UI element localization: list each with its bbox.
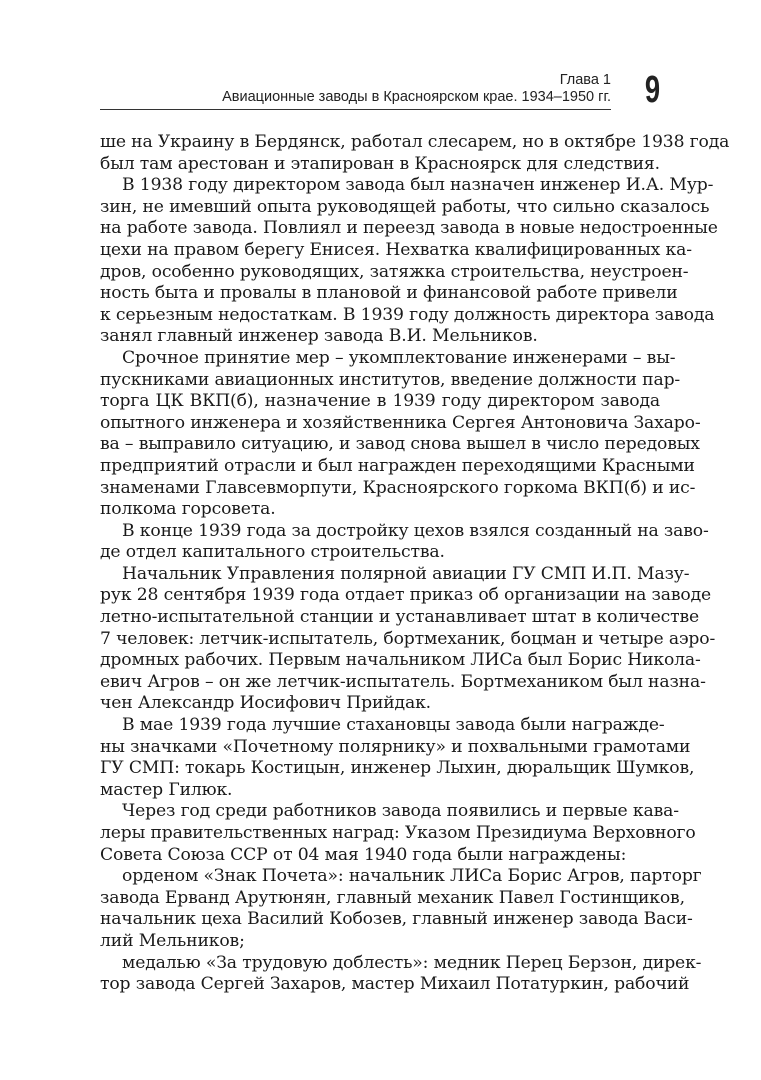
text-line: чен Александр Иосифович Прийдак. [100,693,431,714]
text-line: рук 28 сентября 1939 года отдает приказ об организации на заводе [100,585,712,606]
text-line: дромных рабочих. Первым начальником ЛИСа был Борис Никола- [100,650,701,671]
text-line: медалью «За трудовую доблесть»: медник Перец Берзон, дирек- [122,952,702,973]
text-line: Через год среди работников завода появились и первые кава- [122,801,679,822]
text-line: орденом «Знак Почета»: начальник ЛИСа Борис Агров, парторг [122,866,702,887]
text-line: мастер Гилюк. [100,779,233,800]
text-line: на работе завода. Повлиял и переезд завода в новые недостроенные [100,218,718,239]
text-line: евич Агров – он же летчик-испытатель. Бортмехаником был назна- [100,671,706,692]
text-line: занял главный инженер завода В.И. Мельников. [100,326,538,347]
text-line: торга ЦК ВКП(б), назначение в 1939 году директором завода [100,391,660,412]
text-line: завода Ерванд Арутюнян, главный механик Павел Гостинщиков, [100,887,685,908]
text-line: ны значками «Почетному полярнику» и похвальными грамотами [100,736,691,757]
paragraph [100,952,702,996]
running-header-text [222,72,611,106]
paragraph [100,175,718,348]
paragraph [100,563,716,715]
text-line: ва – выправило ситуацию, и завод снова вышел в число передовых [100,434,700,455]
chapter-title: Авиационные заводы в Красноярском крае. 1934–1950 гг. [222,89,611,105]
text-line: ГУ СМП: токарь Костицын, инженер Лыхин, дюральщик Шумков, [100,758,695,779]
text-line: леры правительственных наград: Указом Президиума Верховного [100,823,696,843]
paragraph [100,866,702,952]
text-line: к серьезным недостаткам. В 1939 году должность директора завода [100,304,715,325]
paragraph [100,132,730,175]
text-line: пускниками авиационных институтов, введение должности пар- [100,369,681,390]
paragraph [100,347,701,521]
text-line: предприятий отрасли и был награжден переходящими Красными [100,455,695,476]
text-line: Срочное принятие мер – укомплектование инженерами – вы- [122,347,676,368]
paragraph [100,715,695,801]
text-line: В конце 1939 года за достройку цехов взялся созданный на заво- [122,520,709,541]
header-rule [100,109,611,110]
text-line: был там арестован и этапирован в Красноярск для следствия. [100,153,660,174]
text-line: В мае 1939 года лучшие стахановцы завода были награжде- [122,715,665,736]
text-line: Начальник Управления полярной авиации ГУ СМП И.П. Мазу- [122,563,690,584]
text-line: цехи на правом берегу Енисея. Нехватка квалифицированных ка- [100,239,692,260]
text-line: дров, особенно руководящих, затяжка строительства, неустроен- [100,261,689,282]
text-line: знаменами Главсевморпути, Красноярского горкома ВКП(б) и ис- [100,477,696,498]
body-text [100,132,730,996]
text-line: тор завода Сергей Захаров, мастер Михаил Потатуркин, рабочий [100,974,690,995]
page-number: 9 [644,69,660,111]
text-line: Совета Союза ССР от 04 мая 1940 года были награждены: [100,844,627,865]
text-line: лий Мельников; [100,930,245,951]
text-line: ность быта и провалы в плановой и финансовой работе привели [100,283,678,304]
text-line: зин, не имевший опыта руководящей работы, что сильно сказалось [100,196,710,217]
paragraph [100,801,696,866]
text-line: ше на Украину в Бердянск, работал слесарем, но в октябре 1938 года [100,132,730,152]
paragraph [100,520,709,564]
chapter-label: Глава 1 [559,72,611,88]
text-line: летно-испытательной станции и устанавливает штат в количестве [100,607,700,628]
text-line: полкома горсовета. [100,499,276,520]
text-line: 7 человек: летчик-испытатель, бортмеханик, боцман и четыре аэро- [100,628,716,649]
text-line: де отдел капитального строительства. [100,542,445,563]
text-line: начальник цеха Василий Кобозев, главный инженер завода Васи- [100,909,693,930]
running-header [100,69,660,112]
text-line: В 1938 году директором завода был назначен инженер И.А. Мур- [122,175,714,196]
text-line: опытного инженера и хозяйственника Сергея Антоновича Захаро- [100,412,701,433]
